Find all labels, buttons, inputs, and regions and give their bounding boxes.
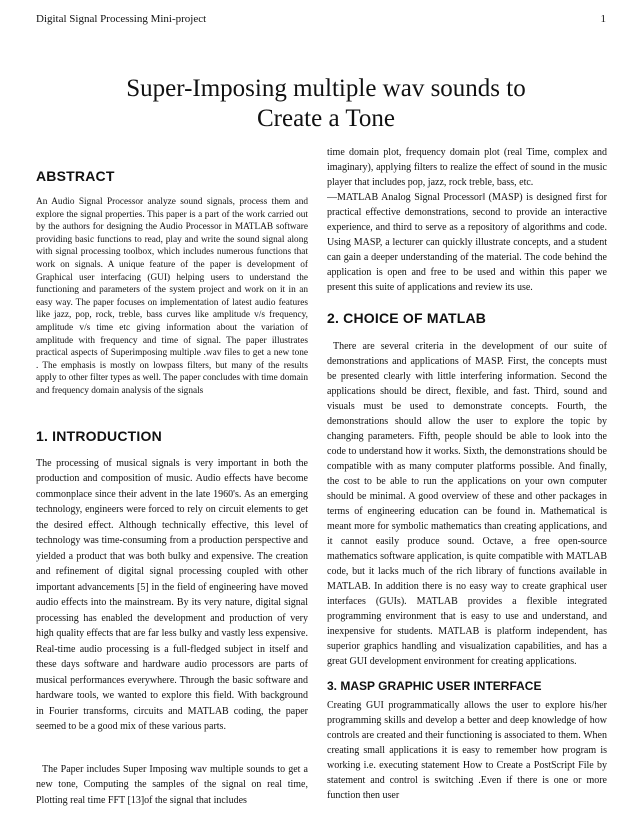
page-number: 1 <box>600 13 606 25</box>
gui-heading: 3. MASP GRAPHIC USER INTERFACE <box>327 679 542 693</box>
running-title: Digital Signal Processing Mini-project <box>36 13 207 25</box>
masp-paragraph: ―MATLAB Analog Signal Processor‖ (MASP) is designed first for practical effective demonstrations, second to provide an interactive experience, and third to serve as a repository of algorithms and code. Using MASP, a lecturer can quickly illustrate concepts, and a student can gain a deeper understanding of the material. The code behind the application is open and free to be used and within this paper we present this suite of applications and review its use. <box>327 192 607 293</box>
right-column <box>327 145 607 814</box>
paper-title <box>36 74 616 134</box>
introduction-heading: 1. INTRODUCTION <box>36 427 162 444</box>
introduction-paragraph-2: The Paper includes Super Imposing wav multiple sounds to get a new tone, Computing the samples of the signal on real time, Plotting real time FFT [13]of the signal that includes <box>36 763 308 806</box>
running-header <box>36 12 606 26</box>
gui-paragraph: Creating GUI programmatically allows the user to explore his/her programming skills and develop a better and deep knowledge of how controls are created and their functioning is associated to them. When creating small applications it is easy to remember how program is working i.e. executing statement How to Create a PostScript File by statement and control is switching .Even if there is one or more function then user <box>327 700 607 801</box>
paper-title-line-1: Super-Imposing multiple wav sounds to <box>126 75 526 102</box>
continued-paragraph: time domain plot, frequency domain plot (real Time, complex and imaginary), applying filters to realize the effect of sound in the music player that includes pop, jazz, rock treble, bass, etc. <box>327 147 607 188</box>
abstract-heading: ABSTRACT <box>36 168 115 184</box>
choice-paragraph: There are several criteria in the development of our suite of demonstrations and applications of MASP. First, the concepts must be presented clearly with little interfering information. Second the applications should be direct, flexible, and fast. Third, sound and visuals must be used to demonstrate concepts. Fourth, the demonstrations should allow the user to explore the topic by changing parameters. Fifth, people should be able to look into the code to understand how it works. Sixth, the demonstrations should be compatible with as many computer platforms possible. And finally, the cost to be able to run the applications on your own computer should be minimal. A good overview of these and other packages in terms of engineering education can be found in. Mathematical is meant more for symbolic mathematics than creating applications, and it cannot easily produce sound. Octave, a free open-source mathematics software application, is quite compatible with MATLAB code, but it lacks much of the rich library of functions available in MATLAB. In addition there is no easy way to create graphical user interfaces (GUIs). MATLAB provides a flexible integrated programming environment that is easy to use and understand, and inexpensive for students. MATLAB is platform independent, has superior graphics handling and visualization capabilities, and has a great GUI development environment for creating applications. <box>327 341 607 667</box>
introduction-paragraph-1: The processing of musical signals is very important in both the production and composition of music. Audio effects have become commonplace since their advent in the late 1960's. As an emerging technology, engineers were forced to rely on circuit elements to get the desired effect. Although technically effective, this level of technology was time-consuming from a production perspective and yielded a product that was both bulky and expensive. The creation and refinement of digital signal processing coupled with other important advancements [5] in the field of engineering have moved audio effects into the mainstream. By its very nature, digital signal processing has enabled the development and production of very high quality effects that are far less bulky and vastly less expensive. Real-time audio processing is a full-fledged subject in itself and these days software and hardware audio processors are parts of musical performances everywhere. Through the basic software and hardware tools, we wanted to explore this field. With background in Fourier transforms, circuits and MATLAB coding, the paper seemed to be a good mix of these various parts. <box>36 457 308 732</box>
abstract-text: An Audio Signal Processor analyze sound signals, process them and explore the signal properties. This paper is a part of the work carried out by the authors for designing the Audio Processor in MATLAB software providing basic functions to read, play and write the sound signal along with signal processing toolbox, which includes numerous functions that work on signals. A unique feature of the paper is development of Graphical user interfacing (GUI) helping users to understand the functioning and parameters of the system project and work on it in an easy way. The paper focuses on implementation of latest audio features like jazz, pop, rock, treble, bass curves like amplitude v/s frequency, amplitude v/s time etc giving information about the variation of amplitude with frequency and time of signal. The paper illustrates practical aspects of Superimposing multiple .wav files to get a new tone . The emphasis is mostly on lowpass filters, but many of the results apply to other filter types as well. The paper concludes with time domain and frequency domain analysis of the signals <box>36 197 308 396</box>
choice-heading: 2. CHOICE OF MATLAB <box>327 310 487 326</box>
paper-title-line-2: Create a Tone <box>256 105 395 132</box>
left-column <box>36 140 308 814</box>
